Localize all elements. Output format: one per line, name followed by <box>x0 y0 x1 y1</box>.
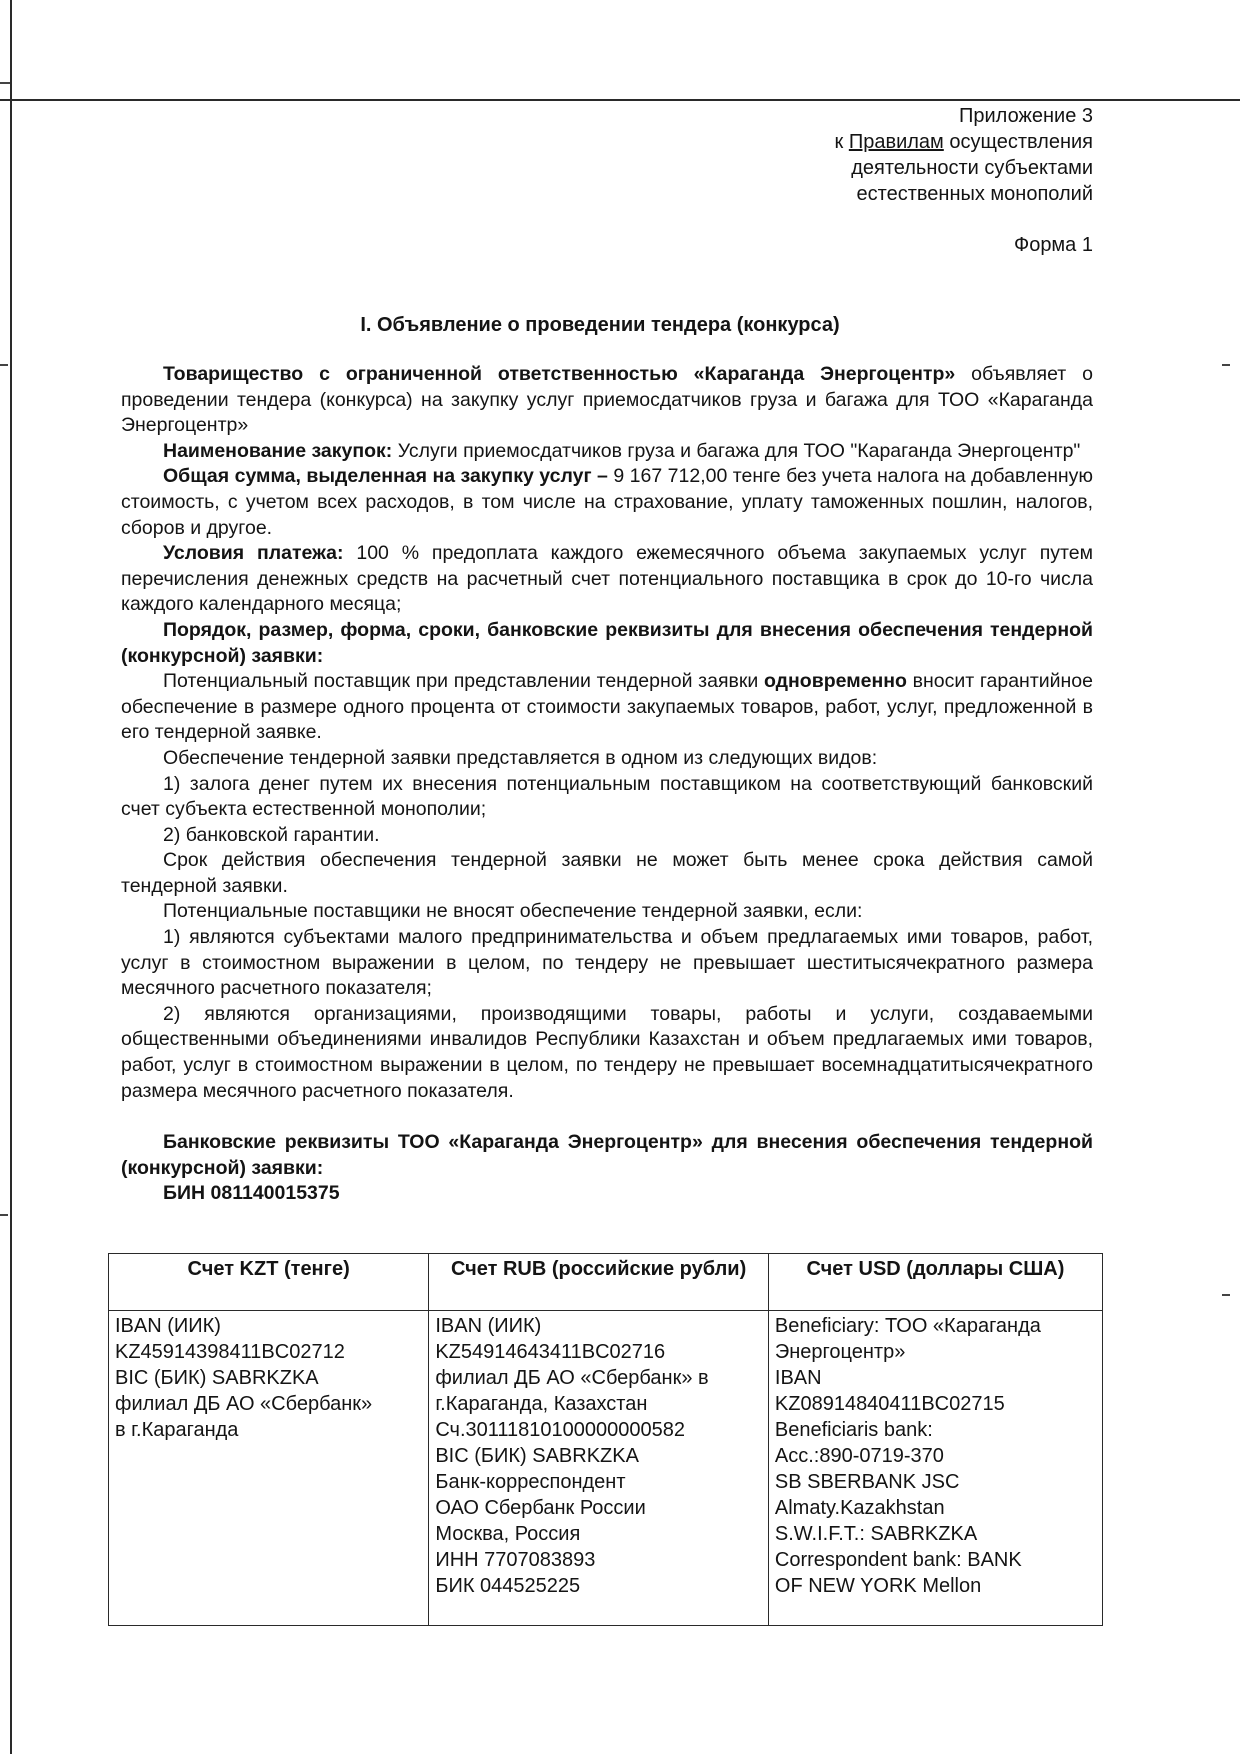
cell-line: филиал ДБ АО «Сбербанк» в <box>435 1367 709 1389</box>
announcement-body <box>121 362 1093 1207</box>
paragraph <box>121 669 1093 746</box>
scan-margin-tick <box>0 1214 8 1216</box>
paragraph <box>121 362 1093 439</box>
cell-line: Acc.:890-0719-370 <box>774 1445 944 1467</box>
cell-line: г.Караганда, Казахстан <box>435 1393 648 1415</box>
cell-line: OF NEW YORK Mellon <box>774 1575 982 1597</box>
cell-line: SB SBERBANK JSC <box>774 1471 960 1493</box>
cell-line: S.W.I.F.T.: SABRKZKA <box>774 1523 978 1545</box>
kzt-account-cell <box>109 1311 429 1626</box>
paragraph <box>121 464 1093 541</box>
appendix-number: Приложение 3 <box>959 105 1093 127</box>
cell-line: БИК 044525225 <box>435 1575 581 1597</box>
paragraph-bold: Банковские реквизиты ТОО «Караганда Энергоцентр» для внесения обеспечения тендерной (конкурсной) заявки: <box>121 1131 1093 1179</box>
paragraph-bold: Товарищество с ограниченной ответственностью «Караганда Энергоцентр» <box>163 363 956 385</box>
cell-line: ОАО Сбербанк России <box>435 1497 646 1519</box>
paragraph: Потенциальные поставщики не вносят обеспечение тендерной заявки, если: <box>163 900 863 923</box>
cell-line: IBAN (ИИК) <box>115 1315 221 1337</box>
paragraph-bold: Общая сумма, выделенная на закупку услуг – <box>163 465 608 488</box>
cell-line: KZ45914398411BC02712 <box>115 1341 345 1363</box>
appendix-line: деятельности субъектами <box>851 157 1093 179</box>
cell-line: ИНН 7707083893 <box>435 1549 596 1571</box>
paragraph-text: объявляет о проведении тендера (конкурса) на закупку услуг приемосдатчиков груза и багажа для ТОО «Караганда Энергоцентр» <box>121 363 1093 437</box>
cell-line: BIC (БИК) SABRKZKA <box>435 1445 639 1467</box>
cell-line: Correspondent bank: BANK <box>774 1549 1022 1571</box>
cell-line: Beneficiary: ТОО «Караганда <box>774 1315 1041 1337</box>
table-row <box>109 1311 1103 1626</box>
cell-line: KZ54914643411BC02716 <box>435 1341 666 1363</box>
paragraph-bold: Условия платежа: <box>163 542 344 565</box>
paragraph <box>121 541 1093 618</box>
header-usd: Счет USD (доллары США) <box>768 1254 1102 1311</box>
appendix-rules-line <box>835 129 1093 155</box>
paragraph: 2) являются организациями, производящими товары, работы и услуги, создаваемыми общественными объединениями инвалидов Республики Казахстан и объем предлагаемых ими товаров, работ, услуг в стоимостном выражении в целом, по тендеру не превышает восемнадцатитысячекратного размера месячного расчетного показателя. <box>121 1002 1093 1102</box>
paragraph-bold: Наименование закупок: <box>163 439 393 462</box>
cell-line: Almaty.Kazakhstan <box>774 1497 945 1519</box>
document-title: I. Объявление о проведении тендера (конкурса) <box>360 314 840 336</box>
cell-line: Энергоцентр» <box>774 1341 906 1363</box>
paragraph: 1) залога денег путем их внесения потенциальным поставщиком на соответствующий банковский счет субъекта естественной монополии; <box>121 772 1093 821</box>
appendix-line: естественных монополий <box>856 183 1093 205</box>
paragraph-text: Услуги приемосдатчиков груза и багажа для ТОО "Караганда Энергоцентр" <box>392 439 1081 462</box>
cell-line: IBAN (ИИК) <box>435 1315 542 1337</box>
bank-requisites-table <box>108 1253 1103 1626</box>
paragraph-text: 9 167 712,00 тенге без учета налога на добавленную стоимость, с учетом всех расходов, в том числе на страхование, уплату таможенных пошлин, налогов, сборов и другое. <box>121 465 1093 539</box>
scan-margin-tick <box>1222 1294 1230 1296</box>
paragraph <box>121 1181 1093 1207</box>
cell-line: Банк-корреспондент <box>435 1471 626 1493</box>
paragraph-text: Потенциальный поставщик при представлении тендерной заявки <box>163 670 764 693</box>
cell-line: IBAN <box>774 1367 822 1389</box>
cell-line: в г.Караганда <box>115 1419 239 1441</box>
paragraph <box>121 618 1093 669</box>
paragraph-text: 100 % предоплата каждого ежемесячного объема закупаемых услуг путем перечисления денежных средств на расчетный счет потенциального поставщика в срок до 10-го числа каждого календарного месяца; <box>121 542 1093 616</box>
paragraph-bold: одновременно <box>763 670 907 693</box>
scan-margin-tick <box>0 82 10 84</box>
table-header-row <box>109 1254 1103 1311</box>
scan-margin-tick <box>1222 364 1230 366</box>
rules-prefix: к <box>834 131 849 153</box>
scan-margin-tick <box>0 364 8 366</box>
header-rub: Счет RUB (российские рубли) <box>429 1254 769 1311</box>
form-label: Форма 1 <box>1013 234 1093 256</box>
usd-account-cell <box>768 1311 1102 1626</box>
cell-line: BIC (БИК) SABRKZKA <box>115 1367 319 1389</box>
paragraph <box>121 1130 1093 1181</box>
cell-line: KZ08914840411BC02715 <box>774 1393 1005 1415</box>
paragraph: 2) банковской гарантии. <box>163 823 380 846</box>
paragraph-bold: Порядок, размер, форма, сроки, банковские реквизиты для внесения обеспечения тендерной (конкурсной) заявки: <box>121 618 1093 667</box>
cell-line: Сч.30111810100000000582 <box>435 1419 686 1441</box>
paragraph-text: вносит гарантийное обеспечение в размере одного процента от стоимости закупаемых товаров, работ, услуг, предложенной в его тендерной заявке. <box>121 670 1093 744</box>
rules-link[interactable]: Правилам <box>848 131 944 153</box>
scan-left-edge-line <box>10 0 12 1754</box>
paragraph: 1) являются субъектами малого предпринимательства и объем предлагаемых ими товаров, работ, услуг в стоимостном выражении в целом, по тендеру не превышает шеститысячекратного размера месячного расчетного показателя; <box>121 926 1093 1000</box>
cell-line: филиал ДБ АО «Сбербанк» <box>115 1393 373 1415</box>
appendix-header <box>835 103 1093 207</box>
rules-suffix: осуществления <box>943 131 1093 153</box>
bin-number: БИН 081140015375 <box>163 1182 340 1205</box>
cell-line: Beneficiaris bank: <box>774 1419 933 1441</box>
paragraph: Обеспечение тендерной заявки представляется в одном из следующих видов: <box>163 746 878 769</box>
paragraph <box>121 439 1093 465</box>
rub-account-cell <box>429 1311 769 1626</box>
cell-line: Москва, Россия <box>435 1523 581 1545</box>
header-kzt: Счет KZT (тенге) <box>109 1254 429 1311</box>
paragraph: Срок действия обеспечения тендерной заявки не может быть менее срока действия самой тендерной заявки. <box>121 849 1093 897</box>
scan-top-rule <box>0 99 1240 101</box>
